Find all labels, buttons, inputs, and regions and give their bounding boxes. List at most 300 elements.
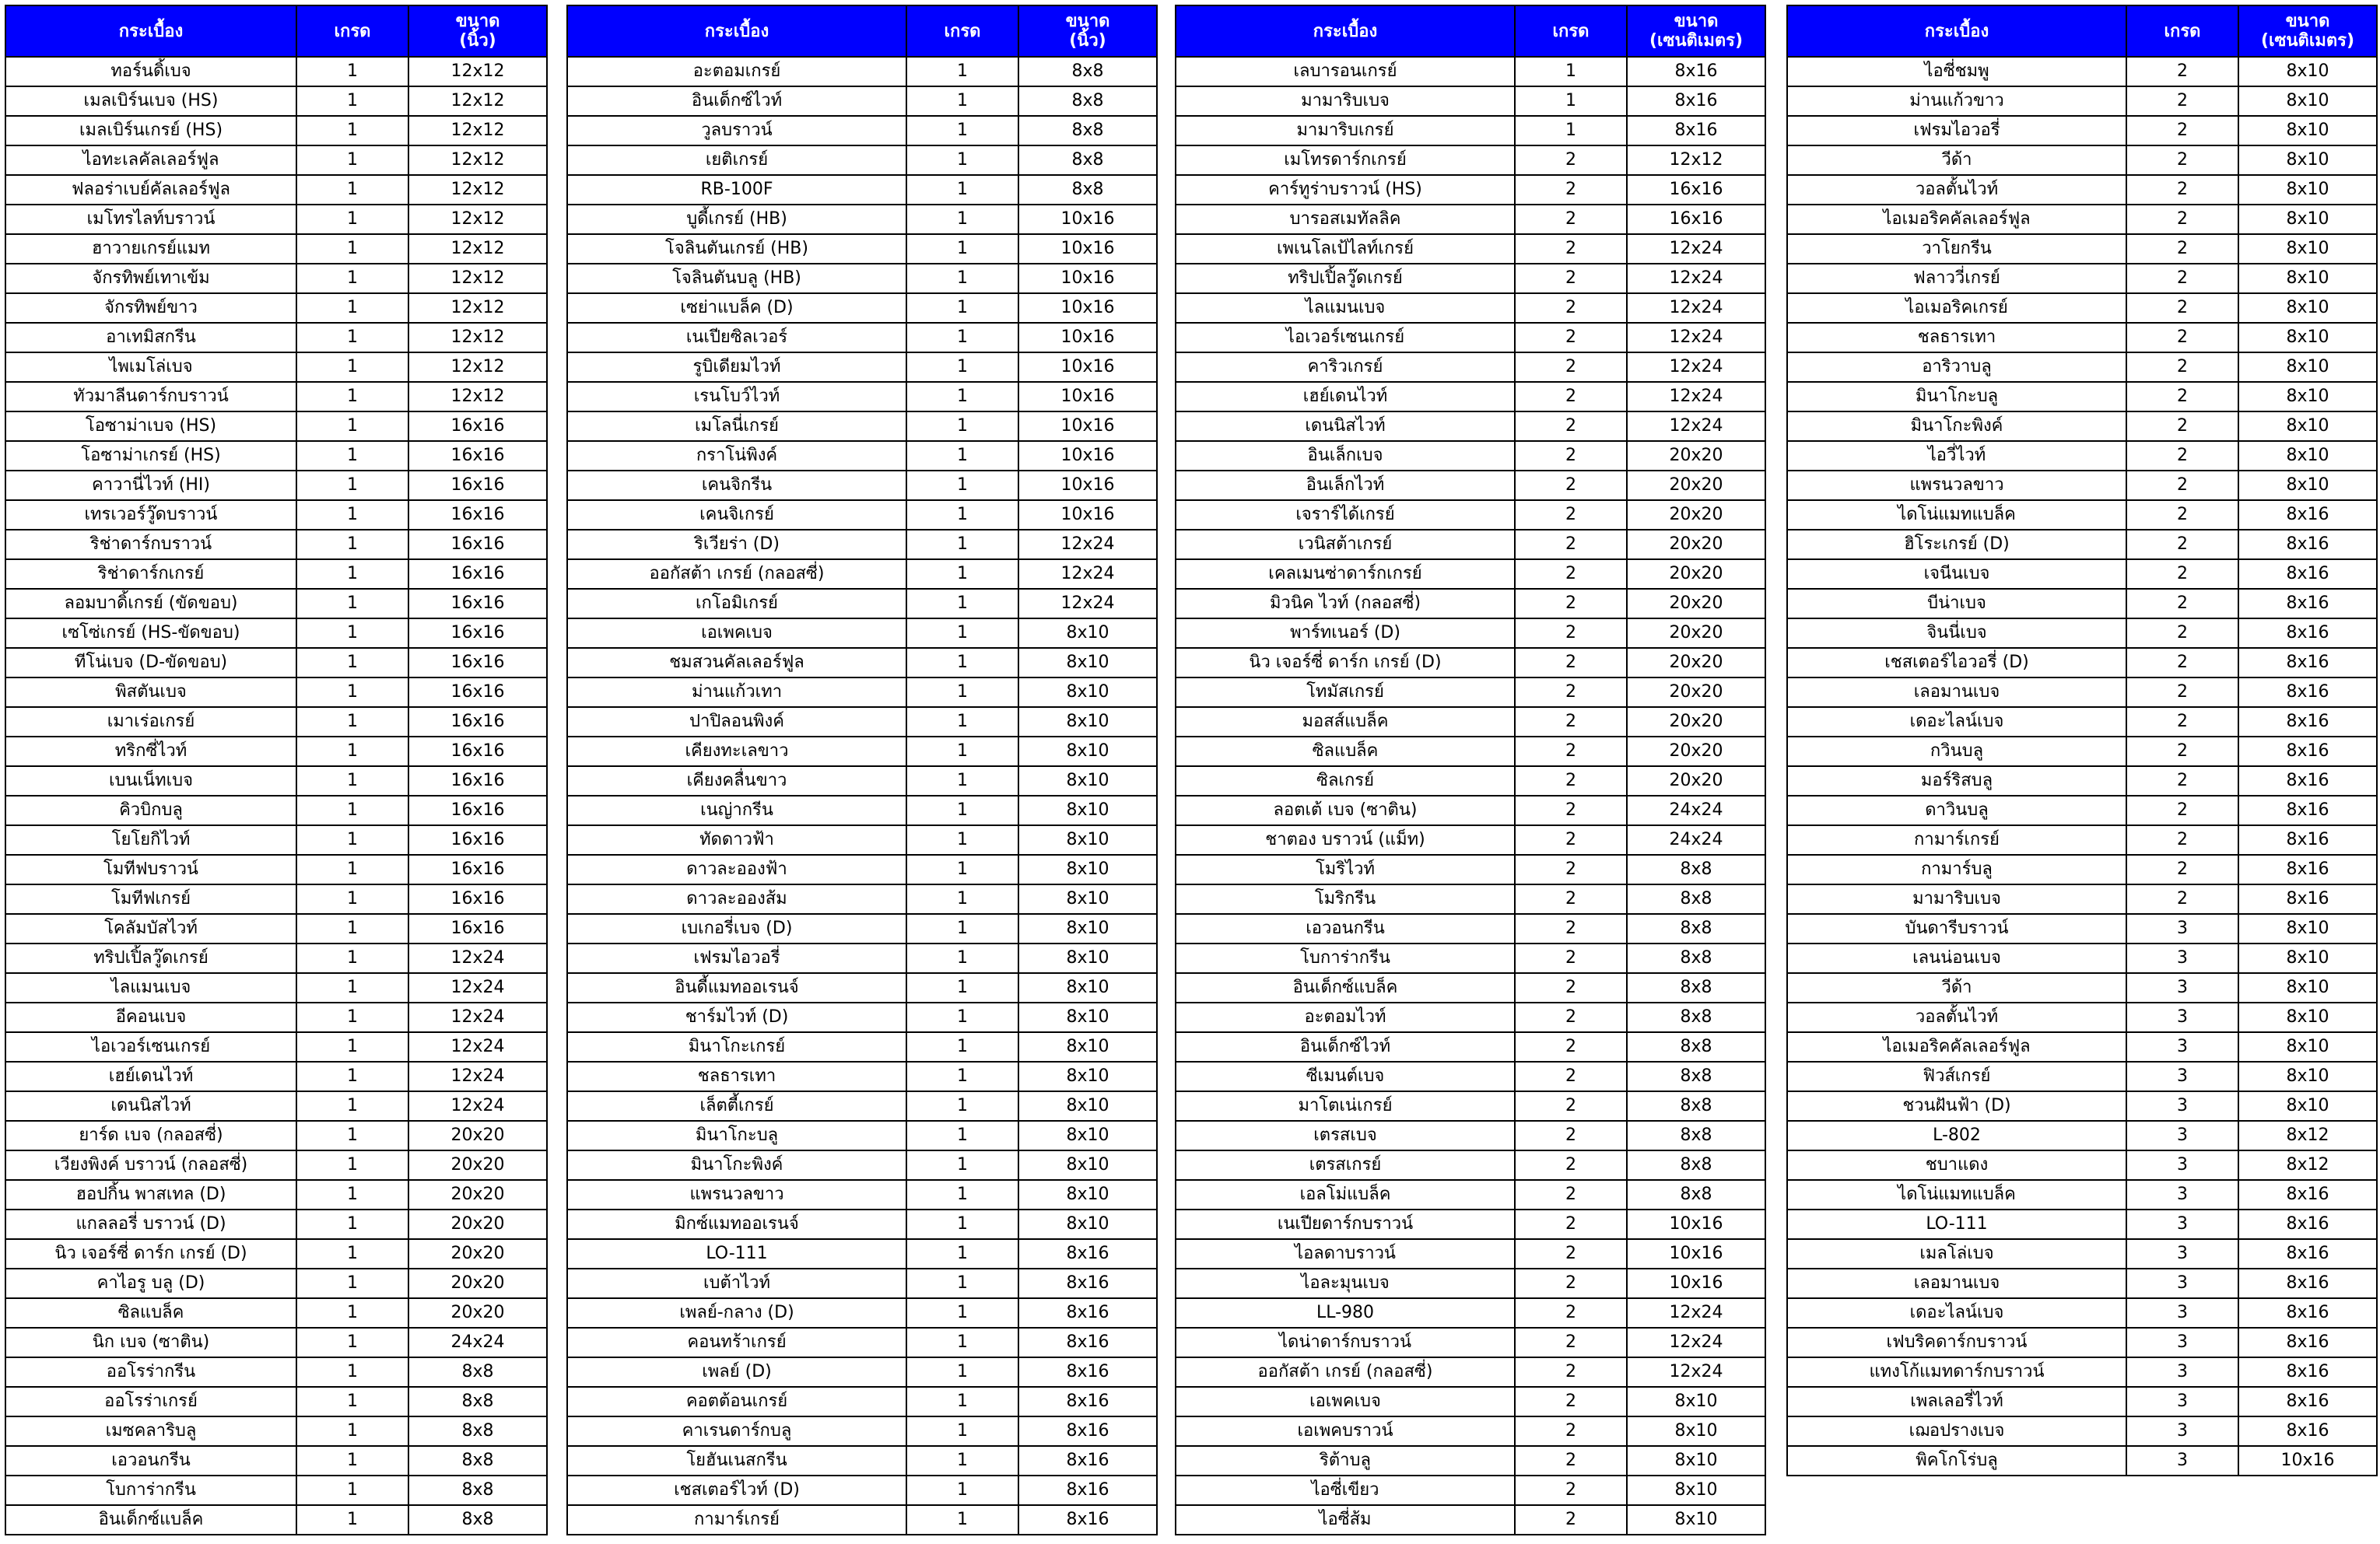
table-row xyxy=(1176,1505,1765,1535)
table-row xyxy=(1176,1003,1765,1032)
grade-cell: 2 xyxy=(2126,825,2238,855)
size-cell: 8x16 xyxy=(1018,1357,1157,1387)
tile-name-cell: ไอเมอริคเกรย์ xyxy=(1787,293,2126,323)
table-row xyxy=(567,677,1157,707)
size-cell: 8x8 xyxy=(1627,1062,1765,1091)
tile-name-cell: มิกซ์แมทออเรนจ์ xyxy=(567,1210,906,1239)
grade-cell: 1 xyxy=(906,973,1018,1003)
grade-cell: 1 xyxy=(296,1003,408,1032)
grade-cell: 3 xyxy=(2126,973,2238,1003)
tile-name-cell: เวนิสต้าเกรย์ xyxy=(1176,530,1515,559)
table-row xyxy=(1176,1239,1765,1269)
size-cell: 20x20 xyxy=(1627,441,1765,471)
size-cell: 8x8 xyxy=(1018,145,1157,175)
table-row xyxy=(1787,530,2377,559)
table-row xyxy=(1176,471,1765,500)
tile-name-cell: เวียงพิงค์ บราวน์ (กลอสซี่) xyxy=(5,1150,296,1180)
grade-cell: 1 xyxy=(296,1328,408,1357)
size-cell: 8x10 xyxy=(2238,914,2377,944)
table-row xyxy=(5,530,547,559)
table-row xyxy=(567,766,1157,796)
size-cell: 20x20 xyxy=(408,1269,547,1298)
tile-name-cell: เชสเตอร์ไอวอรี่ (D) xyxy=(1787,648,2126,677)
tile-name-cell: เมโลนี่เกรย์ xyxy=(567,411,906,441)
size-cell: 8x10 xyxy=(2238,471,2377,500)
grade-cell: 1 xyxy=(296,441,408,471)
grade-cell: 1 xyxy=(296,648,408,677)
table-row xyxy=(1787,1091,2377,1121)
grade-cell: 1 xyxy=(296,1180,408,1210)
grade-cell: 2 xyxy=(1515,1003,1627,1032)
size-cell: 8x10 xyxy=(1018,1210,1157,1239)
size-cell: 8x16 xyxy=(2238,618,2377,648)
grade-cell: 1 xyxy=(296,796,408,825)
table-row xyxy=(567,1446,1157,1476)
table-row xyxy=(1176,855,1765,884)
size-cell: 8x16 xyxy=(2238,530,2377,559)
tile-name-cell: ออโรร่ากรีน xyxy=(5,1357,296,1387)
grade-cell: 3 xyxy=(2126,1416,2238,1446)
size-cell: 8x16 xyxy=(1018,1416,1157,1446)
tile-name-cell: ออโรร่าเกรย์ xyxy=(5,1387,296,1416)
size-cell: 8x10 xyxy=(1018,855,1157,884)
table-row xyxy=(567,1091,1157,1121)
grade-cell: 1 xyxy=(906,855,1018,884)
size-cell: 8x12 xyxy=(2238,1121,2377,1150)
tile-name-cell: มินาโกะพิงค์ xyxy=(567,1150,906,1180)
tile-name-cell: ทีโน่เบจ (D-ขัดขอบ) xyxy=(5,648,296,677)
tile-name-cell: อะตอมเกรย์ xyxy=(567,57,906,86)
grade-cell: 2 xyxy=(1515,175,1627,205)
size-cell: 20x20 xyxy=(1627,618,1765,648)
grade-cell: 1 xyxy=(906,648,1018,677)
table-row xyxy=(1787,1180,2377,1210)
size-cell: 12x24 xyxy=(1627,411,1765,441)
grade-cell: 1 xyxy=(296,145,408,175)
size-cell: 24x24 xyxy=(1627,825,1765,855)
grade-cell: 1 xyxy=(906,205,1018,234)
grade-cell: 1 xyxy=(906,589,1018,618)
table-row xyxy=(1787,618,2377,648)
size-cell: 8x10 xyxy=(2238,1091,2377,1121)
size-cell: 8x10 xyxy=(2238,86,2377,116)
grade-cell: 1 xyxy=(906,500,1018,530)
size-cell: 16x16 xyxy=(408,825,547,855)
tile-name-cell: ชาตอง บราวน์ (แม็ท) xyxy=(1176,825,1515,855)
grade-cell: 1 xyxy=(296,1150,408,1180)
grade-cell: 2 xyxy=(1515,1446,1627,1476)
grade-cell: 3 xyxy=(2126,1150,2238,1180)
size-cell: 12x12 xyxy=(408,175,547,205)
tile-name-cell: วูลบราวน์ xyxy=(567,116,906,145)
table-row xyxy=(567,500,1157,530)
size-cell: 8x10 xyxy=(1018,677,1157,707)
tile-name-cell: โคลัมบัสไวท์ xyxy=(5,914,296,944)
size-cell: 8x16 xyxy=(2238,884,2377,914)
size-cell: 8x10 xyxy=(1018,1121,1157,1150)
grade-cell: 2 xyxy=(1515,973,1627,1003)
table-row xyxy=(1176,737,1765,766)
size-cell: 8x8 xyxy=(1627,944,1765,973)
grade-cell: 1 xyxy=(906,1505,1018,1535)
tile-name-cell: ไอซี่ชมพู xyxy=(1787,57,2126,86)
table-row xyxy=(1787,175,2377,205)
tile-name-cell: เอเพคเบจ xyxy=(1176,1387,1515,1416)
table-row xyxy=(567,293,1157,323)
grade-cell: 1 xyxy=(296,884,408,914)
table-row xyxy=(5,116,547,145)
tile-name-cell: กราโน่พิงค์ xyxy=(567,441,906,471)
tile-name-cell: อินเล็กเบจ xyxy=(1176,441,1515,471)
table-row xyxy=(1176,1387,1765,1416)
table-row xyxy=(5,825,547,855)
grade-cell: 2 xyxy=(1515,530,1627,559)
grade-cell: 1 xyxy=(906,1446,1018,1476)
grade-cell: 1 xyxy=(296,914,408,944)
tile-name-cell: โมทีฟบราวน์ xyxy=(5,855,296,884)
tile-name-cell: ดาวินบลู xyxy=(1787,796,2126,825)
table-row xyxy=(1787,1298,2377,1328)
table-row xyxy=(5,618,547,648)
tile-name-cell: บูดี้เกรย์ (HB) xyxy=(567,205,906,234)
tile-name-cell: เดนนิสไวท์ xyxy=(5,1091,296,1121)
size-cell: 20x20 xyxy=(408,1298,547,1328)
tile-name-cell: ซิลแบล็ค xyxy=(5,1298,296,1328)
grade-cell: 2 xyxy=(2126,352,2238,382)
header-size: ขนาด (เซนติเมตร) xyxy=(2238,5,2377,57)
tile-name-cell: โจลินตันเกรย์ (HB) xyxy=(567,234,906,264)
size-cell: 12x24 xyxy=(408,973,547,1003)
tile-name-cell: อินเล็กไวท์ xyxy=(1176,471,1515,500)
grade-cell: 1 xyxy=(906,1062,1018,1091)
tile-name-cell: ดาวละอองฟ้า xyxy=(567,855,906,884)
grade-cell: 3 xyxy=(2126,1003,2238,1032)
grade-cell: 1 xyxy=(296,559,408,589)
size-cell: 16x16 xyxy=(408,559,547,589)
grade-cell: 1 xyxy=(296,1269,408,1298)
grade-cell: 2 xyxy=(2126,707,2238,737)
tile-name-cell: อินเด็กซ์ไวท์ xyxy=(1176,1032,1515,1062)
grade-cell: 1 xyxy=(906,264,1018,293)
tile-name-cell: บันดารีบราวน์ xyxy=(1787,914,2126,944)
tile-name-cell: เกโอมิเกรย์ xyxy=(567,589,906,618)
size-cell: 8x16 xyxy=(2238,1416,2377,1446)
tile-name-cell: คอนทร้าเกรย์ xyxy=(567,1328,906,1357)
size-cell: 8x16 xyxy=(2238,707,2377,737)
size-cell: 8x16 xyxy=(2238,1180,2377,1210)
table-row xyxy=(1176,618,1765,648)
table-row xyxy=(1176,1298,1765,1328)
tile-name-cell: กามาร์เกรย์ xyxy=(567,1505,906,1535)
grade-cell: 1 xyxy=(906,145,1018,175)
size-cell: 8x10 xyxy=(1018,1150,1157,1180)
table-row xyxy=(567,234,1157,264)
table-row xyxy=(1787,1150,2377,1180)
table-row xyxy=(1176,1476,1765,1505)
size-cell: 8x16 xyxy=(1018,1446,1157,1476)
tile-name-cell: มอร์ริสบลู xyxy=(1787,766,2126,796)
grade-cell: 2 xyxy=(1515,1476,1627,1505)
grade-cell: 2 xyxy=(2126,796,2238,825)
size-cell: 10x16 xyxy=(1018,293,1157,323)
size-cell: 16x16 xyxy=(408,914,547,944)
grade-cell: 2 xyxy=(2126,234,2238,264)
tile-name-cell: มินาโกะบลู xyxy=(1787,382,2126,411)
tile-name-cell: แพรนวลขาว xyxy=(567,1180,906,1210)
grade-cell: 3 xyxy=(2126,1210,2238,1239)
table-row xyxy=(5,589,547,618)
grade-cell: 2 xyxy=(1515,145,1627,175)
size-cell: 8x16 xyxy=(1018,1505,1157,1535)
tile-name-cell: LO-111 xyxy=(567,1239,906,1269)
grade-cell: 1 xyxy=(906,1003,1018,1032)
table-row xyxy=(1176,1446,1765,1476)
table-row xyxy=(1176,411,1765,441)
size-cell: 20x20 xyxy=(1627,648,1765,677)
table-row xyxy=(5,1210,547,1239)
table-row xyxy=(567,264,1157,293)
grade-cell: 2 xyxy=(1515,737,1627,766)
tile-name-cell: เตรสเบจ xyxy=(1176,1121,1515,1150)
size-cell: 16x16 xyxy=(408,411,547,441)
tile-name-cell: เฮย์เดนไวท์ xyxy=(5,1062,296,1091)
grade-cell: 2 xyxy=(1515,1121,1627,1150)
tile-name-cell: อินเด็กซ์ไวท์ xyxy=(567,86,906,116)
size-cell: 12x12 xyxy=(408,352,547,382)
tile-name-cell: วีด้า xyxy=(1787,145,2126,175)
grade-cell: 2 xyxy=(1515,1387,1627,1416)
tile-name-cell: แทงโก้แมทดาร์กบราวน์ xyxy=(1787,1357,2126,1387)
tile-name-cell: ฮิโระเกรย์ (D) xyxy=(1787,530,2126,559)
size-cell: 12x24 xyxy=(1627,323,1765,352)
size-cell: 20x20 xyxy=(1627,559,1765,589)
tile-name-cell: เคียงทะเลขาว xyxy=(567,737,906,766)
table-row xyxy=(567,116,1157,145)
tile-name-cell: เมลเบิร์นเกรย์ (HS) xyxy=(5,116,296,145)
size-cell: 8x16 xyxy=(1018,1328,1157,1357)
grade-cell: 2 xyxy=(1515,707,1627,737)
tile-name-cell: มามาริบเกรย์ xyxy=(1176,116,1515,145)
table-row xyxy=(1787,1328,2377,1357)
size-cell: 8x8 xyxy=(1627,1032,1765,1062)
table-row xyxy=(1176,1357,1765,1387)
table-row xyxy=(1787,1210,2377,1239)
grade-cell: 1 xyxy=(906,944,1018,973)
size-cell: 8x10 xyxy=(2238,382,2377,411)
size-cell: 8x10 xyxy=(1018,884,1157,914)
grade-cell: 3 xyxy=(2126,1269,2238,1298)
grade-cell: 2 xyxy=(1515,1357,1627,1387)
table-row xyxy=(567,855,1157,884)
grade-cell: 1 xyxy=(296,707,408,737)
header-grade: เกรด xyxy=(906,5,1018,57)
table-row xyxy=(567,796,1157,825)
grade-cell: 1 xyxy=(296,944,408,973)
table-row xyxy=(1787,1416,2377,1446)
tile-table-3 xyxy=(1175,5,1766,1535)
grade-cell: 1 xyxy=(906,411,1018,441)
size-cell: 12x24 xyxy=(1627,293,1765,323)
tile-name-cell: พิสตันเบจ xyxy=(5,677,296,707)
size-cell: 12x24 xyxy=(1627,264,1765,293)
size-cell: 12x24 xyxy=(1018,589,1157,618)
tile-name-cell: เดอะไลน์เบจ xyxy=(1787,707,2126,737)
grade-cell: 1 xyxy=(296,264,408,293)
grade-cell: 1 xyxy=(906,884,1018,914)
size-cell: 16x16 xyxy=(408,884,547,914)
tile-name-cell: เคนจิเกรย์ xyxy=(567,500,906,530)
table-row xyxy=(567,1298,1157,1328)
grade-cell: 1 xyxy=(296,1416,408,1446)
grade-cell: 1 xyxy=(906,1357,1018,1387)
tile-name-cell: เทรเวอร์วู๊ดบราวน์ xyxy=(5,500,296,530)
size-cell: 8x16 xyxy=(1627,86,1765,116)
table-row xyxy=(5,471,547,500)
grade-cell: 1 xyxy=(296,86,408,116)
tile-name-cell: เคลเมนซ่าดาร์กเกรย์ xyxy=(1176,559,1515,589)
table-row xyxy=(1787,677,2377,707)
table-row xyxy=(1787,471,2377,500)
table-row xyxy=(5,411,547,441)
tile-name-cell: ฮาวายเกรย์แมท xyxy=(5,234,296,264)
size-cell: 8x10 xyxy=(2238,1062,2377,1091)
table-row xyxy=(567,382,1157,411)
table-row xyxy=(1176,825,1765,855)
table-row xyxy=(5,1357,547,1387)
size-cell: 8x16 xyxy=(1627,116,1765,145)
table-row xyxy=(1787,264,2377,293)
tile-name-cell: ไอเมอริคคัลเลอร์ฟูล xyxy=(1787,1032,2126,1062)
size-cell: 8x8 xyxy=(408,1505,547,1535)
tile-name-cell: แกลลอรี่ บราวน์ (D) xyxy=(5,1210,296,1239)
grade-cell: 2 xyxy=(1515,500,1627,530)
table-row xyxy=(1176,1032,1765,1062)
grade-cell: 2 xyxy=(1515,1150,1627,1180)
size-cell: 8x8 xyxy=(1018,175,1157,205)
table-row xyxy=(567,1121,1157,1150)
grade-cell: 1 xyxy=(1515,57,1627,86)
grade-cell: 2 xyxy=(1515,205,1627,234)
table-row xyxy=(1787,382,2377,411)
grade-cell: 2 xyxy=(1515,264,1627,293)
header-row xyxy=(5,5,547,57)
table-row xyxy=(1787,1121,2377,1150)
grade-cell: 1 xyxy=(906,1416,1018,1446)
grade-cell: 1 xyxy=(906,1180,1018,1210)
grade-cell: 2 xyxy=(2126,86,2238,116)
tile-name-cell: เอเพคเบจ xyxy=(567,618,906,648)
table-row xyxy=(1176,766,1765,796)
table-row xyxy=(1176,145,1765,175)
table-row xyxy=(1176,323,1765,352)
table-row xyxy=(5,1121,547,1150)
table-row xyxy=(5,766,547,796)
tile-name-cell: RB-100F xyxy=(567,175,906,205)
size-cell: 16x16 xyxy=(408,766,547,796)
tile-name-cell: กวินบลู xyxy=(1787,737,2126,766)
table-row xyxy=(1176,1180,1765,1210)
table-row xyxy=(567,1003,1157,1032)
size-cell: 8x16 xyxy=(1018,1476,1157,1505)
size-cell: 16x16 xyxy=(408,855,547,884)
grade-cell: 1 xyxy=(906,57,1018,86)
size-cell: 20x20 xyxy=(408,1121,547,1150)
grade-cell: 2 xyxy=(1515,1062,1627,1091)
tile-name-cell: ริช่าดาร์กเกรย์ xyxy=(5,559,296,589)
table-row xyxy=(567,441,1157,471)
size-cell: 8x10 xyxy=(1018,796,1157,825)
table-row xyxy=(1176,86,1765,116)
tile-name-cell: คาเรนดาร์กบลู xyxy=(567,1416,906,1446)
table-row xyxy=(1787,707,2377,737)
grade-cell: 1 xyxy=(296,352,408,382)
grade-cell: 1 xyxy=(296,1032,408,1062)
tile-name-cell: ไอซี่ส้ม xyxy=(1176,1505,1515,1535)
grade-cell: 2 xyxy=(1515,382,1627,411)
tile-name-cell: L-802 xyxy=(1787,1121,2126,1150)
tile-name-cell: ริต้าบลู xyxy=(1176,1446,1515,1476)
tile-name-cell: ฟลอร่าเบย์คัลเลอร์ฟูล xyxy=(5,175,296,205)
table-row xyxy=(567,1180,1157,1210)
grade-cell: 1 xyxy=(296,855,408,884)
tile-name-cell: ซิลเกรย์ xyxy=(1176,766,1515,796)
grade-cell: 1 xyxy=(296,234,408,264)
tile-name-cell: มินาโกะบลู xyxy=(567,1121,906,1150)
tile-name-cell: ซีเมนต์เบจ xyxy=(1176,1062,1515,1091)
table-row xyxy=(5,1505,547,1535)
size-cell: 20x20 xyxy=(1627,737,1765,766)
size-cell: 8x10 xyxy=(2238,411,2377,441)
size-cell: 8x10 xyxy=(2238,352,2377,382)
tile-name-cell: อินเด็กซ์แบล็ค xyxy=(1176,973,1515,1003)
size-cell: 12x12 xyxy=(408,145,547,175)
size-cell: 10x16 xyxy=(1018,382,1157,411)
tile-name-cell: ไอซี่เขียว xyxy=(1176,1476,1515,1505)
tile-name-cell: LO-111 xyxy=(1787,1210,2126,1239)
tile-name-cell: เมลเบิร์นเบจ (HS) xyxy=(5,86,296,116)
size-cell: 10x16 xyxy=(2238,1446,2377,1476)
grade-cell: 1 xyxy=(906,1328,1018,1357)
table-row xyxy=(5,500,547,530)
grade-cell: 2 xyxy=(1515,648,1627,677)
grade-cell: 1 xyxy=(906,1210,1018,1239)
tile-name-cell: มามาริบเบจ xyxy=(1787,884,2126,914)
grade-cell: 3 xyxy=(2126,1328,2238,1357)
table-row xyxy=(1176,914,1765,944)
tile-name-cell: เอวอนกรีน xyxy=(1176,914,1515,944)
size-cell: 8x8 xyxy=(1627,855,1765,884)
grade-cell: 2 xyxy=(2126,264,2238,293)
grade-cell: 2 xyxy=(1515,1210,1627,1239)
table-row xyxy=(5,677,547,707)
tile-name-cell: เรนโบว์ไวท์ xyxy=(567,382,906,411)
size-cell: 8x10 xyxy=(2238,1032,2377,1062)
size-cell: 8x10 xyxy=(1018,973,1157,1003)
tile-name-cell: ชาร์มไวท์ (D) xyxy=(567,1003,906,1032)
size-cell: 8x16 xyxy=(2238,1239,2377,1269)
table-row xyxy=(5,914,547,944)
tile-name-cell: เมซคลาริบลู xyxy=(5,1416,296,1446)
table-row xyxy=(1787,884,2377,914)
size-cell: 10x16 xyxy=(1018,411,1157,441)
table-row xyxy=(1787,86,2377,116)
size-cell: 8x16 xyxy=(2238,855,2377,884)
table-row xyxy=(567,1062,1157,1091)
table-row xyxy=(567,618,1157,648)
tile-name-cell: วีด้า xyxy=(1787,973,2126,1003)
table-row xyxy=(1787,323,2377,352)
size-cell: 8x10 xyxy=(2238,145,2377,175)
